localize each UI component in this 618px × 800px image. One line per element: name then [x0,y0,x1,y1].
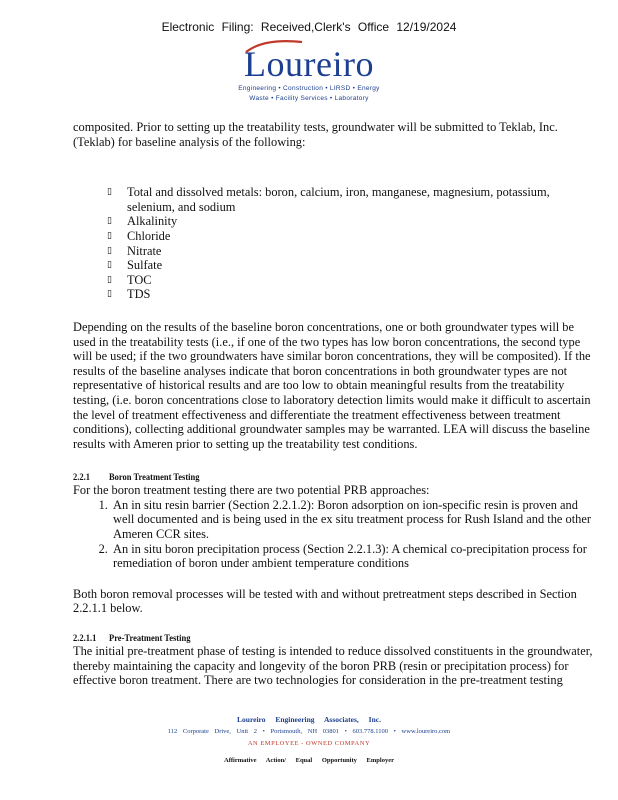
section-title: Boron Treatment Testing [109,472,200,483]
section-title: Pre-Treatment Testing [109,632,191,644]
footer-employee-owned: AN EMPLOYEE - OWNED COMPANY [247,740,371,747]
bullet-icon: ▯ [107,245,112,256]
list-item: 2. An in situ boron precipitation process (Section 2.2.1.3): A chemical co-precipitation process for remediation of boron under ambient temperature conditions [111,542,595,571]
section-heading-boron-treatment [73,471,595,484]
paragraph-intro: composited. Prior to setting up the treatability tests, groundwater will be submitted to Teklab, Inc. (Teklab) for baseline analysis of the following: [73,120,558,149]
tagline-2: Waste • Facility Services • Laboratory [249,95,369,102]
footer-address: 112 Corporate Drive, Unit 2 • Portsmouth, NH 03801 • 603.778.1100 • www.loureiro.com [167,728,451,735]
list-item: ▯ TOC [107,272,152,287]
document-body [73,120,595,688]
footer-eeo-statement: Affirmative Action/ Equal Opportunity Employer [224,757,394,764]
paragraph-baseline: Depending on the results of the baseline boron concentrations, one or both groundwater types will be used in the treatability tests (i.e., if one of the two types has low boron concentrations, the second type will be used; if the two groundwaters have similar boron concentrations, they will be composited). If the results of the baseline analyses indicate that boron concentrations in both groundwater types are not representative of historical results and are too low to obtain meaningful results from the treatability testing, (i.e. boron concentrations close to laboratory detection limits would make it difficult to ascertain the level of treatment effectiveness and differentiate the treatment effectiveness between treatment conditions), collecting additional groundwater samples may be warranted. LEA will discuss the baseline results with Ameren prior to setting up the treatability test conditions. [73,319,591,451]
list-item: ▯ Alkalinity [107,214,178,229]
company-logo [244,44,374,84]
bullet-icon: ▯ [107,216,112,227]
list-item: ▯ Total and dissolved metals: boron, calcium, iron, manganese, magnesium, potassium, selenium, and sodium [107,185,550,214]
section-heading-pretreatment [73,632,595,645]
bullet-icon: ▯ [107,289,112,300]
footer [0,714,618,769]
logo-text: Loureiro [244,44,374,84]
bullet-icon: ▯ [107,187,112,198]
bullet-icon: ▯ [107,230,112,241]
list-item: 1. An in situ resin barrier (Section 2.2.1.2): Boron adsorption on ion-specific resin is proven and well documented and is being used in the ex situ treatment process for Rush Island and the other Ameren CCR sites. [111,498,595,542]
paragraph-removal-processes: Both boron removal processes will be tested with and without pretreatment steps described in Section 2.2.1.1 below. [73,586,577,616]
list-item: ▯ Nitrate [107,243,162,258]
filing-stamp: Electronic Filing: Received,Clerk's Office 12/19/2024 [161,20,457,34]
section-number: 2.2.1 [73,472,90,483]
bullet-icon: ▯ [107,274,112,285]
footer-company-name: Loureiro Engineering Associates, Inc. [237,715,381,724]
analysis-list [73,185,595,302]
list-item: ▯ TDS [107,287,151,302]
logo-swoosh-icon [244,38,304,54]
paragraph-approaches-intro: For the boron treatment testing there are two potential PRB approaches: [73,483,430,498]
letterhead [0,44,618,104]
section-number: 2.2.1.1 [73,632,97,644]
paragraph-pretreatment: The initial pre-treatment phase of testing is intended to reduce dissolved constituents in the groundwater, thereby maintaining the capacity and longevity of the boron PRB (resin or precipitation process) for effective boron treatment. There are two technologies for consideration in the pre-treatment testing [73,644,593,688]
tagline-1: Engineering • Construction • LIRSD • Energy [238,85,380,92]
bullet-icon: ▯ [107,260,112,271]
approaches-list [73,498,595,571]
list-item: ▯ Sulfate [107,258,163,273]
list-item: ▯ Chloride [107,228,171,243]
